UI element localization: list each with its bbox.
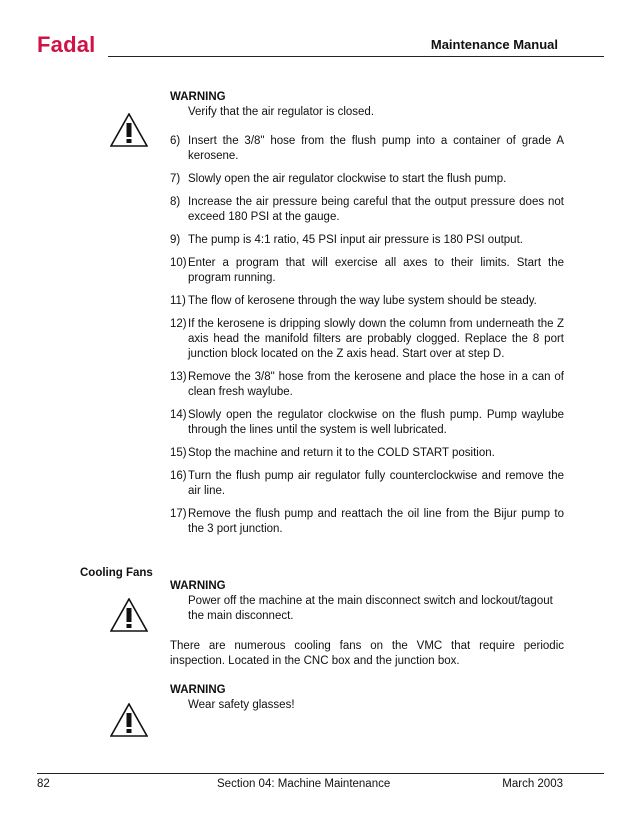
warning-block [170,90,564,120]
step-number: 9) [170,234,181,246]
step-text: Enter a program that will exercise all axes to their limits. Start the program running. [188,257,564,284]
warning-title: WARNING [170,580,226,592]
step-number: 6) [170,135,181,147]
footer-rule [37,773,604,774]
step-text: Slowly open the regulator clockwise on the flush pump. Pump waylube through the lines until the system is well lubricated. [188,409,564,436]
step-number: 17) [170,508,187,520]
step-item [170,446,564,461]
step-item [170,256,564,286]
step-number: 10) [170,257,187,269]
step-item [170,294,564,309]
cooling-fans-paragraph: There are numerous cooling fans on the VMC that require periodic inspection. Located in the CNC box and the junction box. [170,640,564,667]
step-number: 15) [170,447,187,459]
section-heading-cooling-fans: Cooling Fans [80,567,153,579]
step-number: 12) [170,318,187,330]
step-item [170,317,564,362]
step-text: If the kerosene is dripping slowly down the column from underneath the Z axis head the manifold filters are probably clogged. Replace the 8 port junction block located on the Z axis head. Start over at step D. [188,318,564,360]
step-text: Slowly open the air regulator clockwise to start the flush pump. [188,173,507,185]
manual-title: Maintenance Manual [430,37,558,52]
warning-text: Verify that the air regulator is closed. [188,106,375,118]
step-item [170,408,564,438]
warning-title: WARNING [170,91,226,103]
brand-logo: Fadal [37,32,96,57]
step-text: Insert the 3/8" hose from the flush pump into a container of grade A kerosene. [188,135,564,162]
warning-icon [110,113,148,147]
step-text: Remove the flush pump and reattach the oil line from the Bijur pump to the 3 port junction. [188,508,564,535]
step-number: 8) [170,196,181,208]
page-number: 82 [37,778,50,790]
warning-icon [110,598,148,632]
warning-text: Wear safety glasses! [188,699,295,711]
step-item [170,134,564,164]
warning-icon [110,703,148,737]
step-text: The flow of kerosene through the way lube system should be steady. [188,295,537,307]
step-text: Increase the air pressure being careful that the output pressure does not exceed 180 PSI at the gauge. [188,196,564,223]
warning-block [170,683,564,713]
step-number: 7) [170,173,181,185]
warning-block [170,579,564,624]
step-number: 11) [170,295,186,307]
header-rule [108,56,604,57]
warning-text: Power off the machine at the main disconnect switch and lockout/tagout the main disconnect. [188,595,553,622]
step-number: 14) [170,409,187,421]
publication-date: March 2003 [502,778,563,790]
step-item [170,195,564,225]
step-item [170,507,564,537]
step-text: Stop the machine and return it to the COLD START position. [188,447,495,459]
warning-title: WARNING [170,684,226,696]
step-text: Remove the 3/8" hose from the kerosene and place the hose in a can of clean fresh waylube. [188,371,564,398]
step-number: 16) [170,470,187,482]
step-text: The pump is 4:1 ratio, 45 PSI input air pressure is 180 PSI output. [188,234,523,246]
step-item [170,469,564,499]
step-text: Turn the flush pump air regulator fully counterclockwise and remove the air line. [188,470,564,497]
step-item [170,370,564,400]
step-number: 13) [170,371,187,383]
section-title: Section 04: Machine Maintenance [217,778,391,790]
step-item [170,172,564,187]
step-item [170,233,564,248]
procedure-steps [170,134,564,545]
